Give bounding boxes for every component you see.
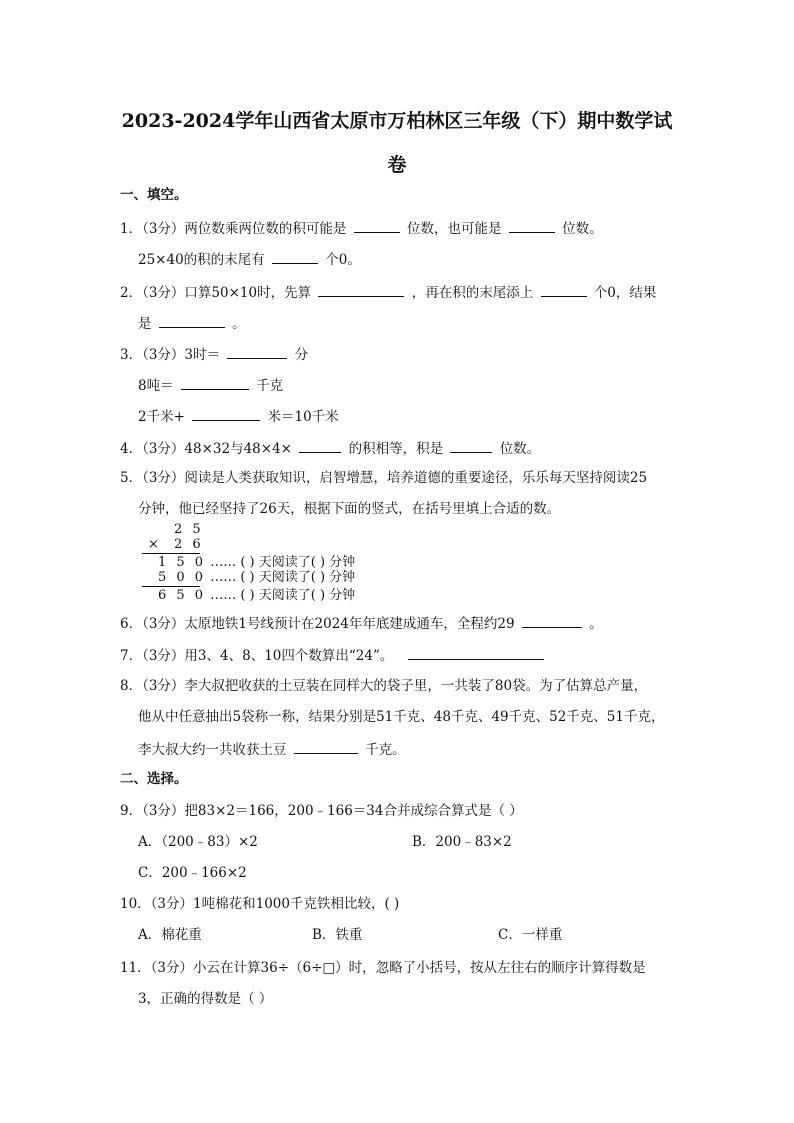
section-heading-choice: 二、选择。 — [120, 771, 188, 787]
partial-product-2: 5 0 0 — [158, 570, 207, 585]
product: 6 5 0 — [158, 588, 207, 603]
calc-divider — [142, 586, 200, 587]
question-8-line-1: 8．（3分）李大叔把收获的土豆装在同样大的袋子里，一共装了80袋。为了估算总产量， — [120, 678, 648, 694]
question-1-text-c: 位数。 — [562, 221, 603, 237]
partial-product-1: 1 5 0 — [158, 555, 207, 570]
page-title: 2023-2024学年山西省太原市万柏林区三年级（下）期中数学试 — [121, 110, 673, 132]
question-7 — [120, 645, 547, 665]
question-1-line-1 — [120, 218, 603, 238]
answer-blank[interactable] — [181, 375, 249, 390]
question-1-line-2 — [138, 249, 361, 269]
question-7-text: 7．（3分）用3、4、8、10四个数算出“24”。 — [120, 648, 394, 664]
question-8-text-b: 千克。 — [365, 742, 406, 758]
answer-blank[interactable] — [192, 406, 260, 421]
question-11-line-2: 3，正确的得数是（ ） — [138, 991, 273, 1007]
section-heading-fill: 一、填空。 — [120, 187, 188, 203]
question-1-text-b: 位数，也可能是 — [407, 221, 502, 237]
question-8-line-3 — [138, 739, 406, 759]
question-2-text-b: ，再在积的末尾添上 — [411, 285, 534, 301]
question-3-text-e: 2千米+ — [138, 409, 185, 425]
partial-product-2-text: …… ( ) 天阅读了( ) 分钟 — [210, 570, 356, 585]
question-1-text-d: 25×40的积的末尾有 — [138, 252, 265, 268]
question-4-text-c: 位数。 — [499, 441, 541, 457]
answer-blank[interactable] — [522, 613, 582, 628]
question-5-line-2: 分钟，他已经坚持了26天，根据下面的竖式，在括号里填上合适的数。 — [138, 501, 561, 517]
question-4-text-a: 4．（3分）48×32与48×4× — [120, 441, 292, 457]
question-10-option-c[interactable]: C．一样重 — [498, 927, 563, 943]
question-3-line-1 — [120, 344, 308, 364]
question-10-stem: 10．（3分）1吨棉花和1000千克铁相比较，( ) — [120, 896, 400, 912]
answer-blank[interactable] — [318, 282, 404, 297]
question-9-option-b[interactable]: B．200﹣83×2 — [412, 834, 512, 850]
question-6 — [120, 613, 603, 633]
question-3-text-a: 3．（3分）3时＝ — [120, 347, 221, 363]
answer-blank[interactable] — [408, 645, 544, 660]
question-10-option-a[interactable]: A．棉花重 — [138, 927, 202, 943]
question-8-line-2: 他从中任意抽出5袋称一称，结果分别是51千克、48千克、49千克、52千克、51千克， — [138, 709, 665, 725]
question-3-text-b: 分 — [294, 347, 309, 363]
question-3-line-2 — [138, 375, 283, 395]
question-9-option-a[interactable]: A．（200﹣83）×2 — [138, 834, 258, 850]
question-6-text-a: 6．（3分）太原地铁1号线预计在2024年年底建成通车，全程约29 — [120, 616, 515, 632]
question-3-text-f: 米＝10千米 — [267, 409, 339, 425]
answer-blank[interactable] — [227, 344, 287, 359]
multiplier: 2 6 — [174, 537, 204, 552]
question-2-text-e: 。 — [232, 316, 246, 332]
question-2-line-2 — [138, 313, 246, 333]
question-3-line-3 — [138, 406, 339, 426]
calc-divider — [142, 553, 200, 554]
question-5-line-1: 5．（3分）阅读是人类获取知识，启智增慧，培养道德的重要途径，乐乐每天坚持阅读25 — [120, 470, 648, 486]
answer-blank[interactable] — [299, 438, 341, 453]
question-4-text-b: 的积相等，积是 — [348, 441, 444, 457]
question-10-option-b[interactable]: B．铁重 — [312, 927, 363, 943]
answer-blank[interactable] — [272, 249, 318, 264]
answer-blank[interactable] — [541, 282, 587, 297]
question-9-option-c[interactable]: C．200﹣166×2 — [138, 865, 247, 881]
question-11-line-1: 11．（3分）小云在计算36÷（6÷□）时，忽略了小括号，按从左往右的顺序计算得数是 — [120, 960, 646, 976]
question-8-text-a: 李大叔大约一共收获土豆 — [138, 742, 287, 758]
answer-blank[interactable] — [294, 739, 358, 754]
answer-blank[interactable] — [354, 218, 400, 233]
question-3-text-c: 8吨＝ — [138, 378, 174, 394]
question-2-line-1 — [120, 282, 656, 302]
multiply-sign: × — [148, 537, 159, 552]
question-1-text-a: 1．（3分）两位数乘两位数的积可能是 — [120, 221, 347, 237]
question-9-stem: 9．（3分）把83×2＝166，200﹣166＝34合并成综合算式是（ ） — [120, 803, 523, 819]
question-4 — [120, 438, 540, 458]
product-text: …… ( ) 天阅读了( ) 分钟 — [210, 588, 356, 603]
question-2-text-a: 2．（3分）口算50×10时，先算 — [120, 285, 312, 301]
partial-product-1-text: …… ( ) 天阅读了( ) 分钟 — [210, 555, 356, 570]
question-1-text-e: 个0。 — [325, 252, 361, 268]
question-6-text-b: 。 — [589, 616, 603, 632]
answer-blank[interactable] — [509, 218, 555, 233]
answer-blank[interactable] — [159, 313, 225, 328]
question-2-text-d: 是 — [138, 316, 152, 332]
page-title-continued: 卷 — [387, 154, 407, 176]
question-3-text-d: 千克 — [256, 378, 284, 394]
answer-blank[interactable] — [450, 438, 492, 453]
question-2-text-c: 个0，结果 — [593, 285, 657, 301]
multiplicand: 2 5 — [174, 522, 204, 537]
